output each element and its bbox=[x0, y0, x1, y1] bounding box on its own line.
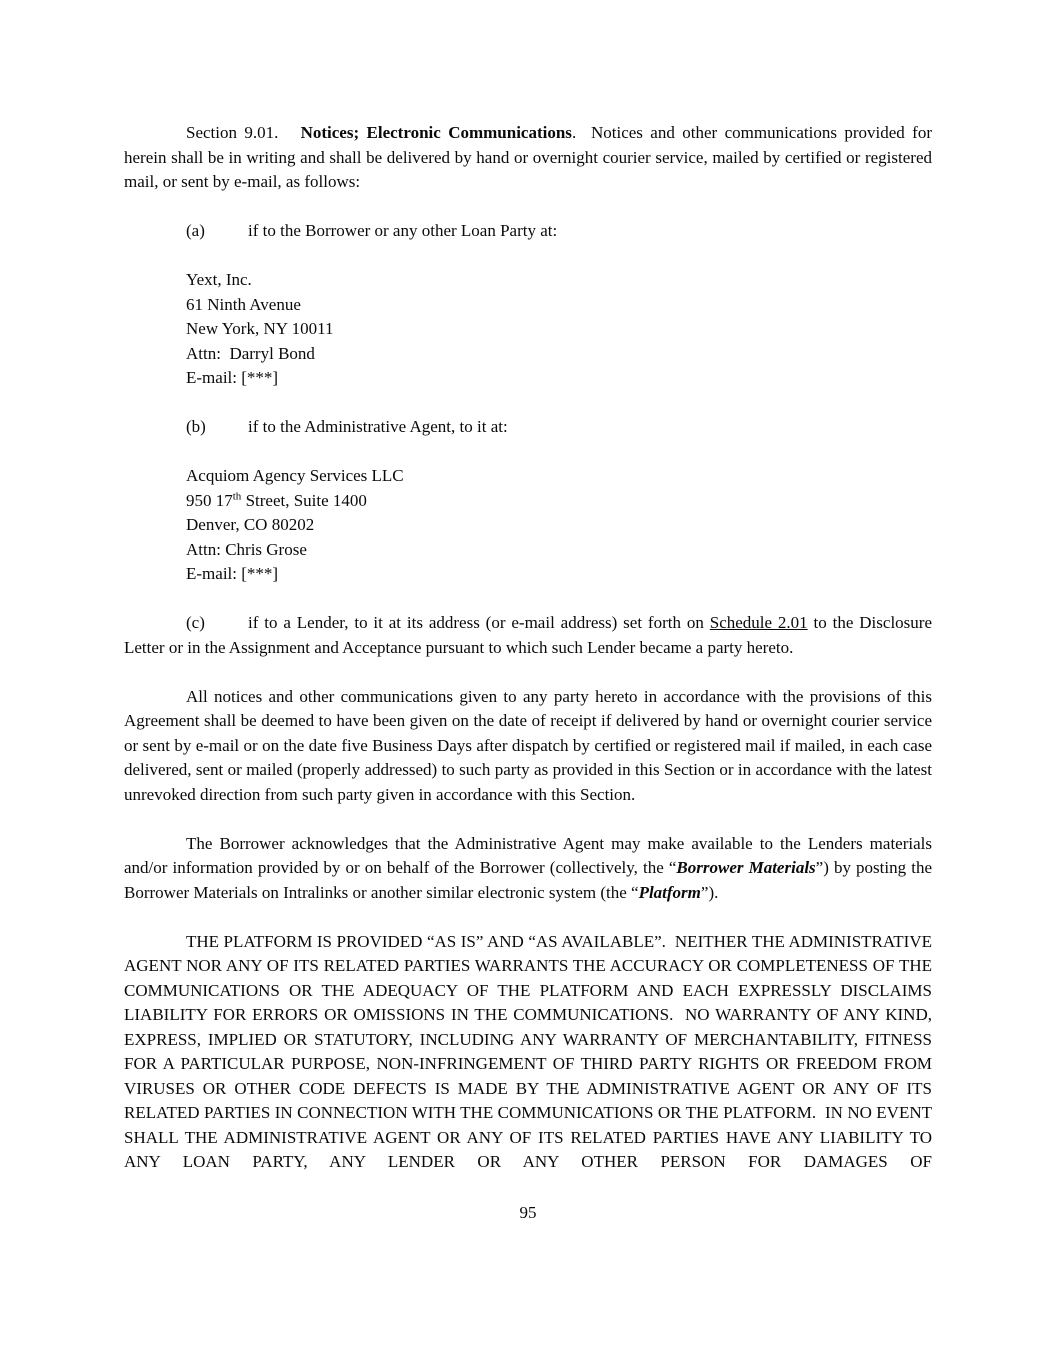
borrower-materials-text: ”). bbox=[700, 882, 719, 902]
address-line-company: Acquiom Agency Services LLC bbox=[186, 466, 404, 485]
clause-c bbox=[124, 611, 932, 660]
address-line-city: Denver, CO 80202 bbox=[186, 515, 315, 534]
clause-b-text: if to the Administrative Agent, to it at: bbox=[248, 417, 508, 436]
section-heading: Notices; Electronic Communications bbox=[300, 123, 572, 142]
address-line-attn: Attn: Chris Grose bbox=[186, 539, 307, 559]
paragraph-borrower-materials bbox=[124, 832, 932, 906]
street-suffix: Street, Suite 1400 bbox=[241, 490, 367, 510]
borrower-materials-text: The Borrower acknowledges that the Administrative Agent may make available to the Lenders materials and/or information provided by or on behalf of the Borrower (collectively, the “ bbox=[124, 833, 932, 877]
clause-c-text-after: to the Disclosure Letter or in the Assignment and Acceptance pursuant to which such Lender became a party hereto. bbox=[124, 613, 932, 657]
ordinal-superscript: th bbox=[232, 489, 242, 502]
address-line-email: E-mail: [***] bbox=[186, 368, 279, 387]
address-line-street bbox=[186, 489, 932, 514]
paragraph-platform-disclaimer: THE PLATFORM IS PROVIDED “AS IS” AND “AS AVAILABLE”. NEITHER THE ADMINISTRATIVE AGENT NOR ANY OF ITS RELATED PARTIES WARRANTS THE ACCURACY OR COMPLETENESS OF THE COMMUNICATIONS OR THE ADEQUACY OF THE PLATFORM AND EACH EXPRESSLY DISCLAIMS LIABILITY FOR ERRORS OR OMISSIONS IN THE COMMUNICATIONS. NO WARRANTY OF ANY KIND, EXPRESS, IMPLIED OR STATUTORY, INCLUDING ANY WARRANTY OF MERCHANTABILITY, FITNESS FOR A PARTICULAR PURPOSE, NON-INFRINGEMENT OF THIRD PARTY RIGHTS OR FREEDOM FROM VIRUSES OR OTHER CODE DEFECTS IS MADE BY THE ADMINISTRATIVE AGENT OR ANY OF ITS RELATED PARTIES IN CONNECTION WITH THE COMMUNICATIONS OR THE PLATFORM. IN NO EVENT SHALL THE ADMINISTRATIVE AGENT OR ANY OF ITS RELATED PARTIES HAVE ANY LIABILITY TO ANY LOAN PARTY, ANY LENDER OR ANY OTHER PERSON FOR DAMAGES OF bbox=[124, 931, 932, 1171]
clause-c-label: (c) bbox=[186, 613, 205, 632]
section-intro-body: . Notices and other communications provided for herein shall be in writing and shall be delivered by hand or overnight courier service, mailed by certified or registered mail, or sent by e-mail, as follows: bbox=[124, 123, 932, 191]
defined-term-borrower-materials: Borrower Materials bbox=[676, 858, 816, 877]
clause-c-text: if to a Lender, to it at its address (or e-mail address) set forth on bbox=[248, 613, 710, 632]
clause-b bbox=[186, 415, 932, 440]
address-line-street: 61 Ninth Avenue bbox=[186, 294, 301, 314]
address-line-email: E-mail: [***] bbox=[186, 564, 279, 583]
borrower-materials-text: ”) by posting the Borrower Materials on Intralinks or another similar electronic system (the “ bbox=[124, 858, 932, 902]
clause-a-text: if to the Borrower or any other Loan Party at: bbox=[248, 221, 558, 240]
paragraph-notice-timing: All notices and other communications given to any party hereto in accordance with the provisions of this Agreement shall be deemed to have been given on the date of receipt if delivered by hand or overnight courier service or sent by e-mail or on the date five Business Days after dispatch by certified or registered mail if mailed, in each case delivered, sent or mailed (properly addressed) to such party as provided in this Section or in accordance with the latest unrevoked direction from such party given in accordance with this Section. bbox=[124, 686, 932, 804]
address-line-attn: Attn: Darryl Bond bbox=[186, 343, 315, 363]
defined-term-platform: Platform bbox=[638, 882, 701, 902]
borrower-address-block bbox=[186, 268, 932, 391]
clause-b-label: (b) bbox=[186, 417, 206, 436]
agent-address-block bbox=[186, 464, 932, 587]
schedule-2-01-reference: Schedule 2.01 bbox=[709, 613, 808, 632]
address-line-company: Yext, Inc. bbox=[186, 270, 252, 289]
street-number: 950 17 bbox=[186, 490, 233, 510]
section-number: Section 9.01. bbox=[186, 123, 301, 142]
paragraph-section-9-01 bbox=[124, 121, 932, 195]
page-number: 95 bbox=[519, 1202, 537, 1222]
address-line-city: New York, NY 10011 bbox=[186, 319, 334, 338]
clause-a-label: (a) bbox=[186, 221, 205, 240]
clause-a bbox=[186, 219, 932, 244]
